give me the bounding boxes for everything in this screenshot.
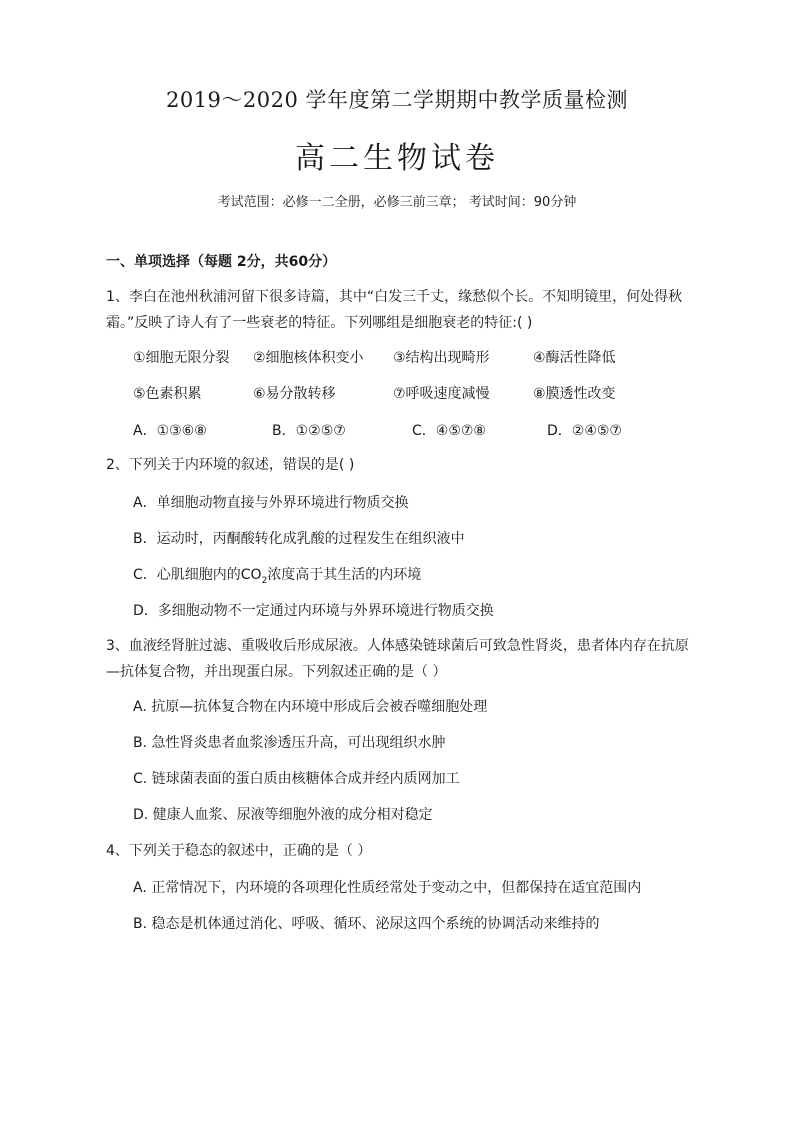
q1-item: ②细胞核体积变小 xyxy=(253,350,364,366)
exam-title: 高二生物试卷 xyxy=(295,141,499,176)
q2-choice-b: B．运动时，丙酮酸转化成乳酸的过程发生在组织液中 xyxy=(133,531,465,547)
q1-item: ⑧膜透性改变 xyxy=(533,386,616,402)
q2-choice-c-pre: C．心肌细胞内的CO xyxy=(133,567,262,583)
question-1-stem: 1、李白在池州秋浦河留下很多诗篇，其中“白发三千丈，缘愁似个长。不知明镜里，何处得秋霜。”反映了诗人有了一些衰老的特征。下列哪组是细胞衰老的特征:( ) xyxy=(106,289,683,331)
q1-item: ⑤色素积累 xyxy=(133,386,202,402)
q2-choice-a: A．单细胞动物直接与外界环境进行物质交换 xyxy=(133,495,409,511)
q4-choice-a: A. 正常情况下，内环境的各项理化性质经常处于变动之中，但都保持在适宜范围内 xyxy=(133,880,642,896)
q1-item: ⑦呼吸速度减慢 xyxy=(393,386,490,402)
q3-choice-d: D. 健康人血浆、尿液等细胞外液的成分相对稳定 xyxy=(133,807,433,823)
q1-item: ③结构出现畸形 xyxy=(393,350,490,366)
q2-choice-c-sub: 2 xyxy=(261,575,268,586)
question-3-stem: 3、血液经肾脏过滤、重吸收后形成尿液。人体感染链球菌后可致急性肾炎，患者体内存在抗原—抗体复合物，并出现蛋白尿。下列叙述正确的是（ ） xyxy=(106,638,689,680)
q1-choice-b: B．①②⑤⑦ xyxy=(272,423,346,439)
q3-choice-a: A. 抗原—抗体复合物在内环境中形成后会被吞噬细胞处理 xyxy=(133,699,488,715)
q1-item: ①细胞无限分裂 xyxy=(133,350,230,366)
q1-item: ④酶活性降低 xyxy=(533,350,616,366)
q3-choice-c: C. 链球菌表面的蛋白质由核糖体合成并经内质网加工 xyxy=(133,771,460,787)
exam-scope: 考试范围：必修一二全册，必修三前三章； 考试时间：90分钟 xyxy=(217,195,577,210)
q1-choice-c: C．④⑤⑦⑧ xyxy=(412,423,486,439)
q1-item: ⑥易分散转移 xyxy=(253,386,336,402)
q2-choice-c-post: 浓度高于其生活的内环境 xyxy=(267,567,422,583)
question-2-stem: 2、下列关于内环境的叙述，错误的是( ) xyxy=(106,457,355,473)
q1-choice-d: D．②④⑤⑦ xyxy=(547,423,622,439)
q4-choice-b: B. 稳态是机体通过消化、呼吸、循环、泌尿这四个系统的协调活动来维持的 xyxy=(133,916,600,932)
exam-header: 2019～2020 学年度第二学期期中教学质量检测 xyxy=(165,88,629,112)
q1-choice-a: A．①③⑥⑧ xyxy=(133,423,207,439)
q2-choice-d: D．多细胞动物不一定通过内环境与外界环境进行物质交换 xyxy=(133,603,494,619)
question-4-stem: 4、下列关于稳态的叙述中，正确的是（ ） xyxy=(106,843,372,859)
section-title: 一、单项选择（每题 2分，共60分） xyxy=(106,254,337,270)
q2-choice-c xyxy=(133,564,421,586)
q3-choice-b: B. 急性肾炎患者血浆渗透压升高，可出现组织水肿 xyxy=(133,735,446,751)
